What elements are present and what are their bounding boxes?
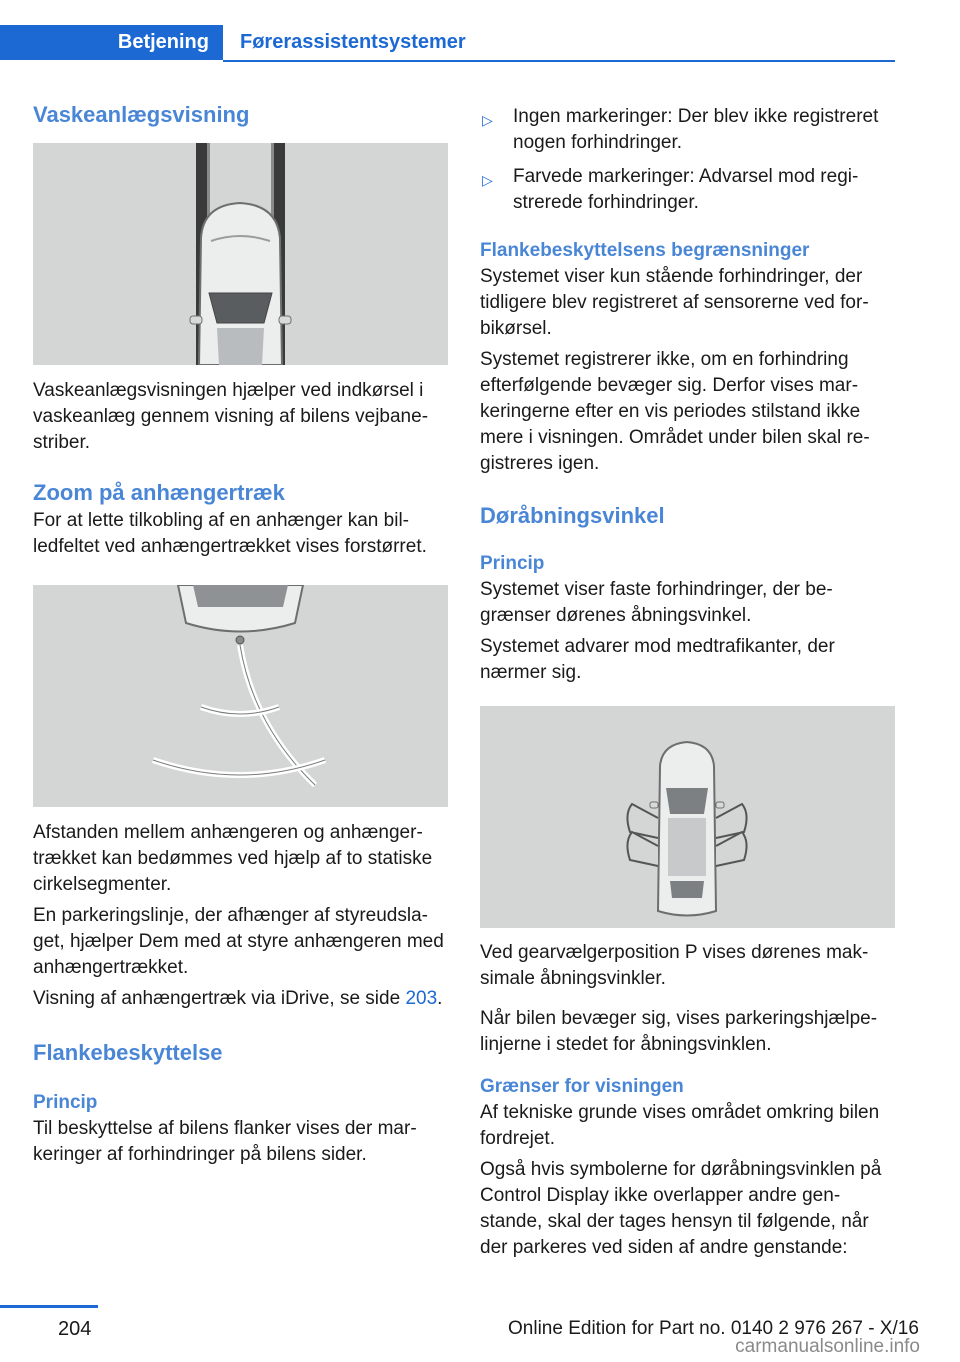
page-link[interactable]: 203 bbox=[405, 988, 438, 1009]
section-tab[interactable]: Betjening bbox=[0, 25, 223, 60]
list-item-text: Ingen markeringer: Der blev ikke registreret nogen forhindringer. bbox=[513, 106, 879, 153]
para-flank: Til beskyttelse af bilens flanker vises der markeringer af forhindringer på bilens sider. bbox=[33, 1118, 417, 1165]
para-grenser-1: Af tekniske grunde vises området omkring bilen fordrejet. bbox=[480, 1102, 880, 1149]
wash-illustration bbox=[33, 143, 448, 365]
para-wash: Vaskeanlægsvisningen hjælper ved indkørsel i vaskeanlæg gennem visning af bilens vejbanestriber. bbox=[33, 380, 429, 453]
para-door-1: Systemet viser faste forhindringer, der begrænser dørenes åbningsvinkel. bbox=[480, 579, 833, 626]
para-limits-2: Systemet registrerer ikke, om en forhindring efterfølgende bevæger sig. Derfor vises markeringerne efter en vis periodes stilstand ikke mere i visningen. Området under bilen skal registreres igen. bbox=[480, 349, 870, 474]
watermark: carmanualsonline.info bbox=[735, 1336, 920, 1357]
para-visning-end: . bbox=[437, 988, 443, 1009]
header-rule bbox=[223, 60, 895, 62]
heading-zoom: Zoom på anhængertræk bbox=[33, 480, 285, 505]
subheading-princip-flank: Princip bbox=[33, 1092, 98, 1113]
marker-list bbox=[480, 104, 896, 216]
hitch-illustration bbox=[33, 585, 448, 807]
para-limits-1: Systemet viser kun stående forhindringer, der tidligere blev registreret af sensorerne ved forbikørsel. bbox=[480, 266, 869, 339]
footer-rule bbox=[0, 1305, 98, 1308]
para-zoom: For at lette tilkobling af en anhænger kan billedfeltet ved anhængertrækket vises forstørret. bbox=[33, 510, 427, 557]
para-parking-line: En parkeringslinje, der afhænger af styreudslaget, hjælper Dem med at styre anhængeren med anhængertrækket. bbox=[33, 905, 444, 978]
door-angle-illustration bbox=[480, 706, 895, 928]
list-item bbox=[480, 104, 896, 156]
para-grenser-2: Også hvis symbolerne for døråbningsvinklen på Control Display ikke overlapper andre genstande, skal der tages hensyn til følgende, når der parkeres ved siden af andre genstande: bbox=[480, 1159, 882, 1258]
triangle-bullet-icon: ▷ bbox=[482, 172, 493, 188]
page-number: 204 bbox=[58, 1318, 92, 1340]
subheading-grenser: Grænser for visningen bbox=[480, 1076, 684, 1097]
right-column bbox=[480, 104, 896, 1261]
para-visning bbox=[33, 986, 449, 1012]
left-column bbox=[33, 100, 449, 1168]
triangle-bullet-icon: ▷ bbox=[482, 112, 493, 128]
edition-note: Online Edition for Part no. 0140 2 976 267 - X/16 bbox=[508, 1318, 919, 1339]
para-door-3: Ved gearvælgerposition P vises dørenes maksimale åbningsvinkler. bbox=[480, 942, 869, 989]
list-item bbox=[480, 164, 896, 216]
heading-flank: Flankebeskyttelse bbox=[33, 1040, 223, 1065]
subheading-princip-door: Princip bbox=[480, 553, 545, 574]
para-visning-text: Visning af anhængertræk via iDrive, se side bbox=[33, 988, 406, 1009]
subheading-limits: Flankebeskyttelsens begrænsninger bbox=[480, 240, 810, 261]
chapter-tab[interactable]: Førerassistentsystemer bbox=[240, 31, 466, 53]
para-door-4: Når bilen bevæger sig, vises parkeringshjælpelinjerne i stedet for åbningsvinklen. bbox=[480, 1008, 878, 1055]
para-door-2: Systemet advarer mod medtrafikanter, der nærmer sig. bbox=[480, 636, 835, 683]
page-header bbox=[0, 0, 895, 62]
heading-wash: Vaskeanlægsvisning bbox=[33, 102, 250, 127]
list-item-text: Farvede markeringer: Advarsel mod registrerede forhindringer. bbox=[513, 166, 859, 213]
heading-door-angle: Døråbningsvinkel bbox=[480, 503, 665, 528]
para-distance: Afstanden mellem anhængeren og anhængertrækket kan bedømmes ved hjælp af to statiske cirkelsegmenter. bbox=[33, 822, 433, 895]
